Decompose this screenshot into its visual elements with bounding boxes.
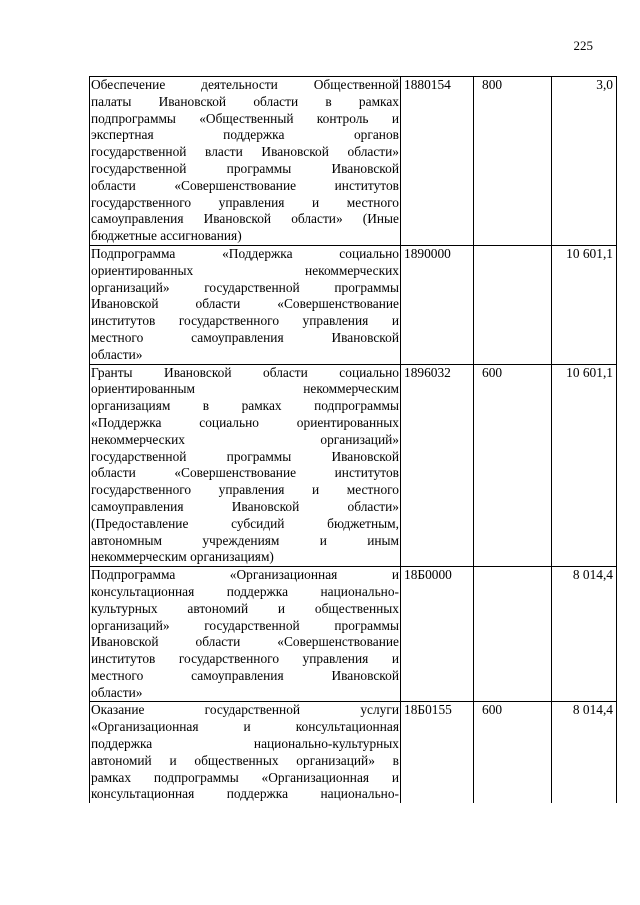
table-row [90,364,617,567]
item-name-line: местного самоуправления Ивановской [91,329,399,345]
item-name-line: «Поддержка социально ориентированных [91,414,399,430]
item-name-line: Ивановской области «Совершенствование [91,634,399,650]
item-name-line: экспертная поддержка органов [91,127,399,143]
item-name-line: организаций» государственной программы [91,617,399,633]
item-name-line: культурных автономий и общественных [91,600,399,616]
expense-type-cell: 800 [474,77,552,246]
item-name-line: автономий и общественных организаций» в [91,752,399,768]
item-name-line: консультационная поддержка национально- [91,786,399,802]
table-row [90,245,617,364]
item-name-line: «Организационная и консультационная [91,719,399,735]
item-name-cell [90,702,401,803]
item-name-cell [90,364,401,567]
budget-table [89,76,617,803]
item-name-line: (Предоставление субсидий бюджетным, [91,515,399,531]
amount-cell: 3,0 [552,77,617,246]
item-name-line: самоуправления Ивановской области» [91,498,399,514]
item-name-line: государственной власти Ивановской области» [91,144,399,160]
expense-type-cell: 600 [474,702,552,803]
page-number: 225 [573,38,593,53]
item-name-line: автономным учреждениям и иным [91,532,399,548]
table-row [90,77,617,246]
item-name-line: области «Совершенствование институтов [91,177,399,193]
item-name-line: Ивановской области «Совершенствование [91,296,399,312]
item-name-line: ориентированных некоммерческих [91,262,399,278]
item-name-line: поддержка национально-культурных [91,736,399,752]
item-name-cell [90,245,401,364]
item-name-line: Подпрограмма «Организационная и [91,567,399,583]
item-name-line: самоуправления Ивановской области» (Иные [91,211,399,227]
item-name-line: Гранты Ивановской области социально [91,364,399,380]
target-article-cell: 1896032 [401,364,474,567]
item-name-line: ориентированным некоммерческим [91,381,399,397]
table-row [90,702,617,803]
amount-cell: 8 014,4 [552,702,617,803]
table-body [90,77,617,804]
amount-cell: 10 601,1 [552,245,617,364]
table-row [90,567,617,702]
item-name-line: некоммерческим организациям) [91,549,274,565]
item-name-line: Подпрограмма «Поддержка социально [91,245,399,261]
target-article-cell: 18Б0155 [401,702,474,803]
amount-cell: 10 601,1 [552,364,617,567]
item-name-line: области «Совершенствование институтов [91,465,399,481]
target-article-cell: 1890000 [401,245,474,364]
item-name-line: области» [91,346,143,362]
item-name-line: консультационная поддержка национально- [91,583,399,599]
item-name-line: подпрограммы «Общественный контроль и [91,110,399,126]
item-name-line: государственной программы Ивановской [91,160,399,176]
target-article-cell: 1880154 [401,77,474,246]
item-name-line: институтов государственного управления и [91,651,399,667]
item-name-line: организаций» государственной программы [91,279,399,295]
item-name-line: рамках подпрограммы «Организационная и [91,769,399,785]
item-name-line: местного самоуправления Ивановской [91,667,399,683]
target-article-cell: 18Б0000 [401,567,474,702]
expense-type-cell [474,567,552,702]
item-name-line: Обеспечение деятельности Общественной [91,77,399,92]
item-name-line: некоммерческих организаций» [91,431,399,447]
item-name-line: Оказание государственной услуги [91,702,399,718]
expense-type-cell [474,245,552,364]
item-name-line: государственного управления и местного [91,194,399,210]
item-name-line: бюджетные ассигнования) [91,228,242,244]
amount-cell: 8 014,4 [552,567,617,702]
item-name-line: институтов государственного управления и [91,313,399,329]
item-name-line: государственной программы Ивановской [91,448,399,464]
item-name-cell [90,77,401,246]
item-name-line: организациям в рамках подпрограммы [91,398,399,414]
item-name-line: палаты Ивановской области в рамках [91,93,399,109]
item-name-line: области» [91,684,143,700]
expense-type-cell: 600 [474,364,552,567]
item-name-line: государственного управления и местного [91,482,399,498]
item-name-cell [90,567,401,702]
